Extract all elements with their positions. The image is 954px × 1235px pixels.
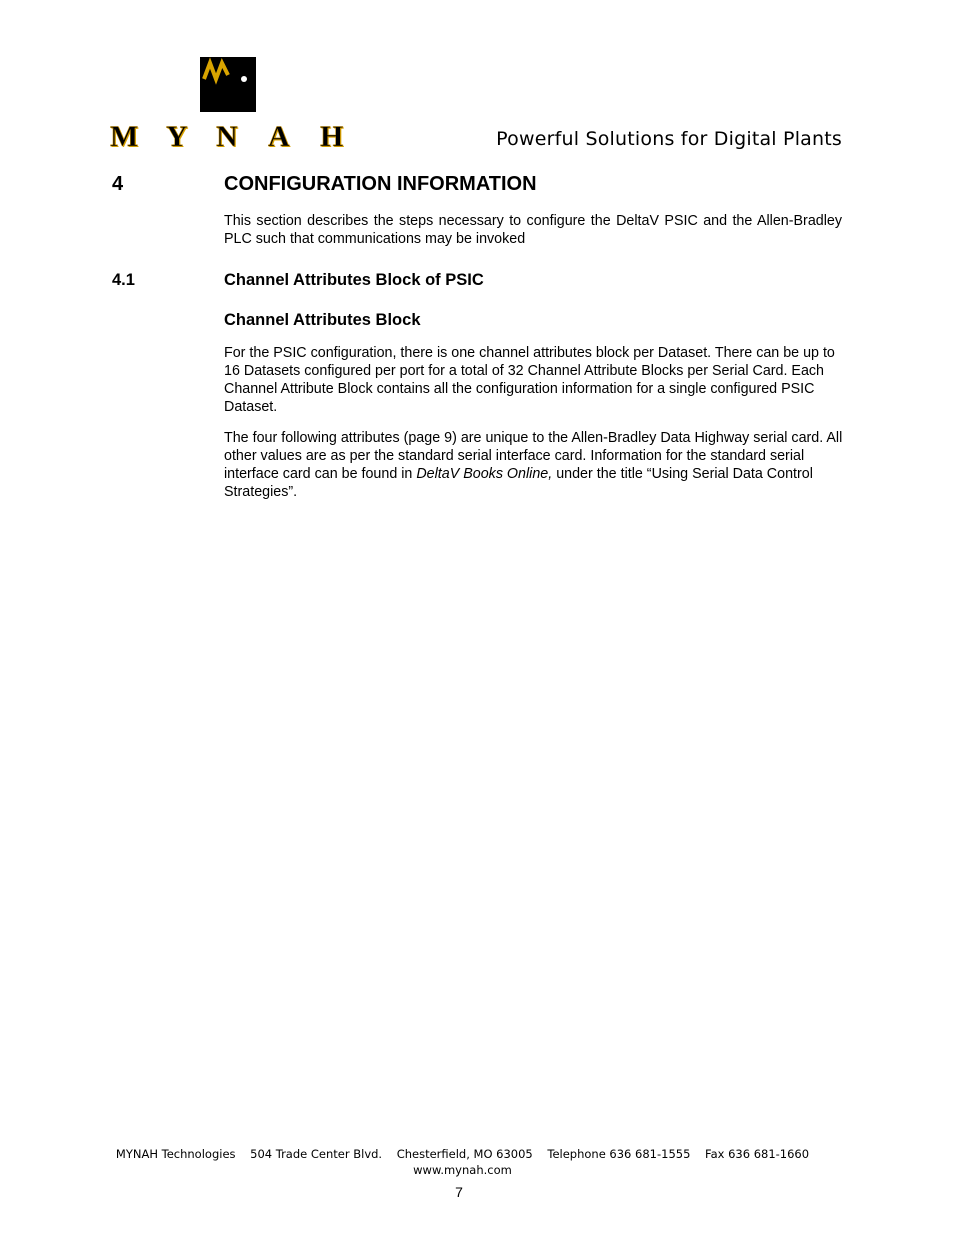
footer-website: www.mynah.com — [413, 1163, 512, 1177]
paragraph-2-text: The four following attributes (page 9) are unique to the Allen-Bradley Data Highway serial card. All other values are as per the standard serial interface card. Information for the standard serial interface card can be found in — [224, 430, 843, 482]
section-title: CONFIGURATION INFORMATION — [224, 173, 537, 195]
mynah-logo-wordmark — [110, 122, 346, 152]
section-number: 4 — [112, 173, 124, 195]
logo-letter: H — [320, 120, 344, 153]
paragraph-2-text-end: under the title “Using Serial Data Control Strategies”. — [224, 466, 813, 500]
subheading: Channel Attributes Block — [224, 311, 421, 329]
subsection-title: Channel Attributes Block of PSIC — [224, 271, 484, 289]
footer-contact: MYNAH Technologies 504 Trade Center Blvd. Chesterfield, MO 63005 Telephone 636 681-1555 Fax 636 681-1660 — [115, 1147, 810, 1161]
subsection-number: 4.1 — [112, 271, 135, 289]
section-intro: This section describes the steps necessary to configure the DeltaV PSIC and the Allen-Bradley PLC such that communications may be invoked — [224, 213, 842, 247]
logo-letter: Y — [166, 120, 188, 153]
paragraph-1: For the PSIC configuration, there is one channel attributes block per Dataset. There can be up to 16 Datasets configured per port for a total of 32 Channel Attribute Blocks per Serial Card. Each Channel Attribute Block contains all the configuration information for a single configured PSIC Dataset. — [224, 345, 835, 415]
logo-letter: M — [110, 120, 139, 153]
paragraph-2 — [224, 429, 844, 501]
logo-letter: A — [268, 120, 290, 153]
header-tagline: Powerful Solutions for Digital Plants — [496, 128, 842, 150]
mynah-logo-mark — [200, 57, 256, 112]
page-number: 7 — [455, 1184, 463, 1200]
book-title: DeltaV Books Online, — [416, 466, 553, 482]
logo-letter: N — [216, 120, 238, 153]
